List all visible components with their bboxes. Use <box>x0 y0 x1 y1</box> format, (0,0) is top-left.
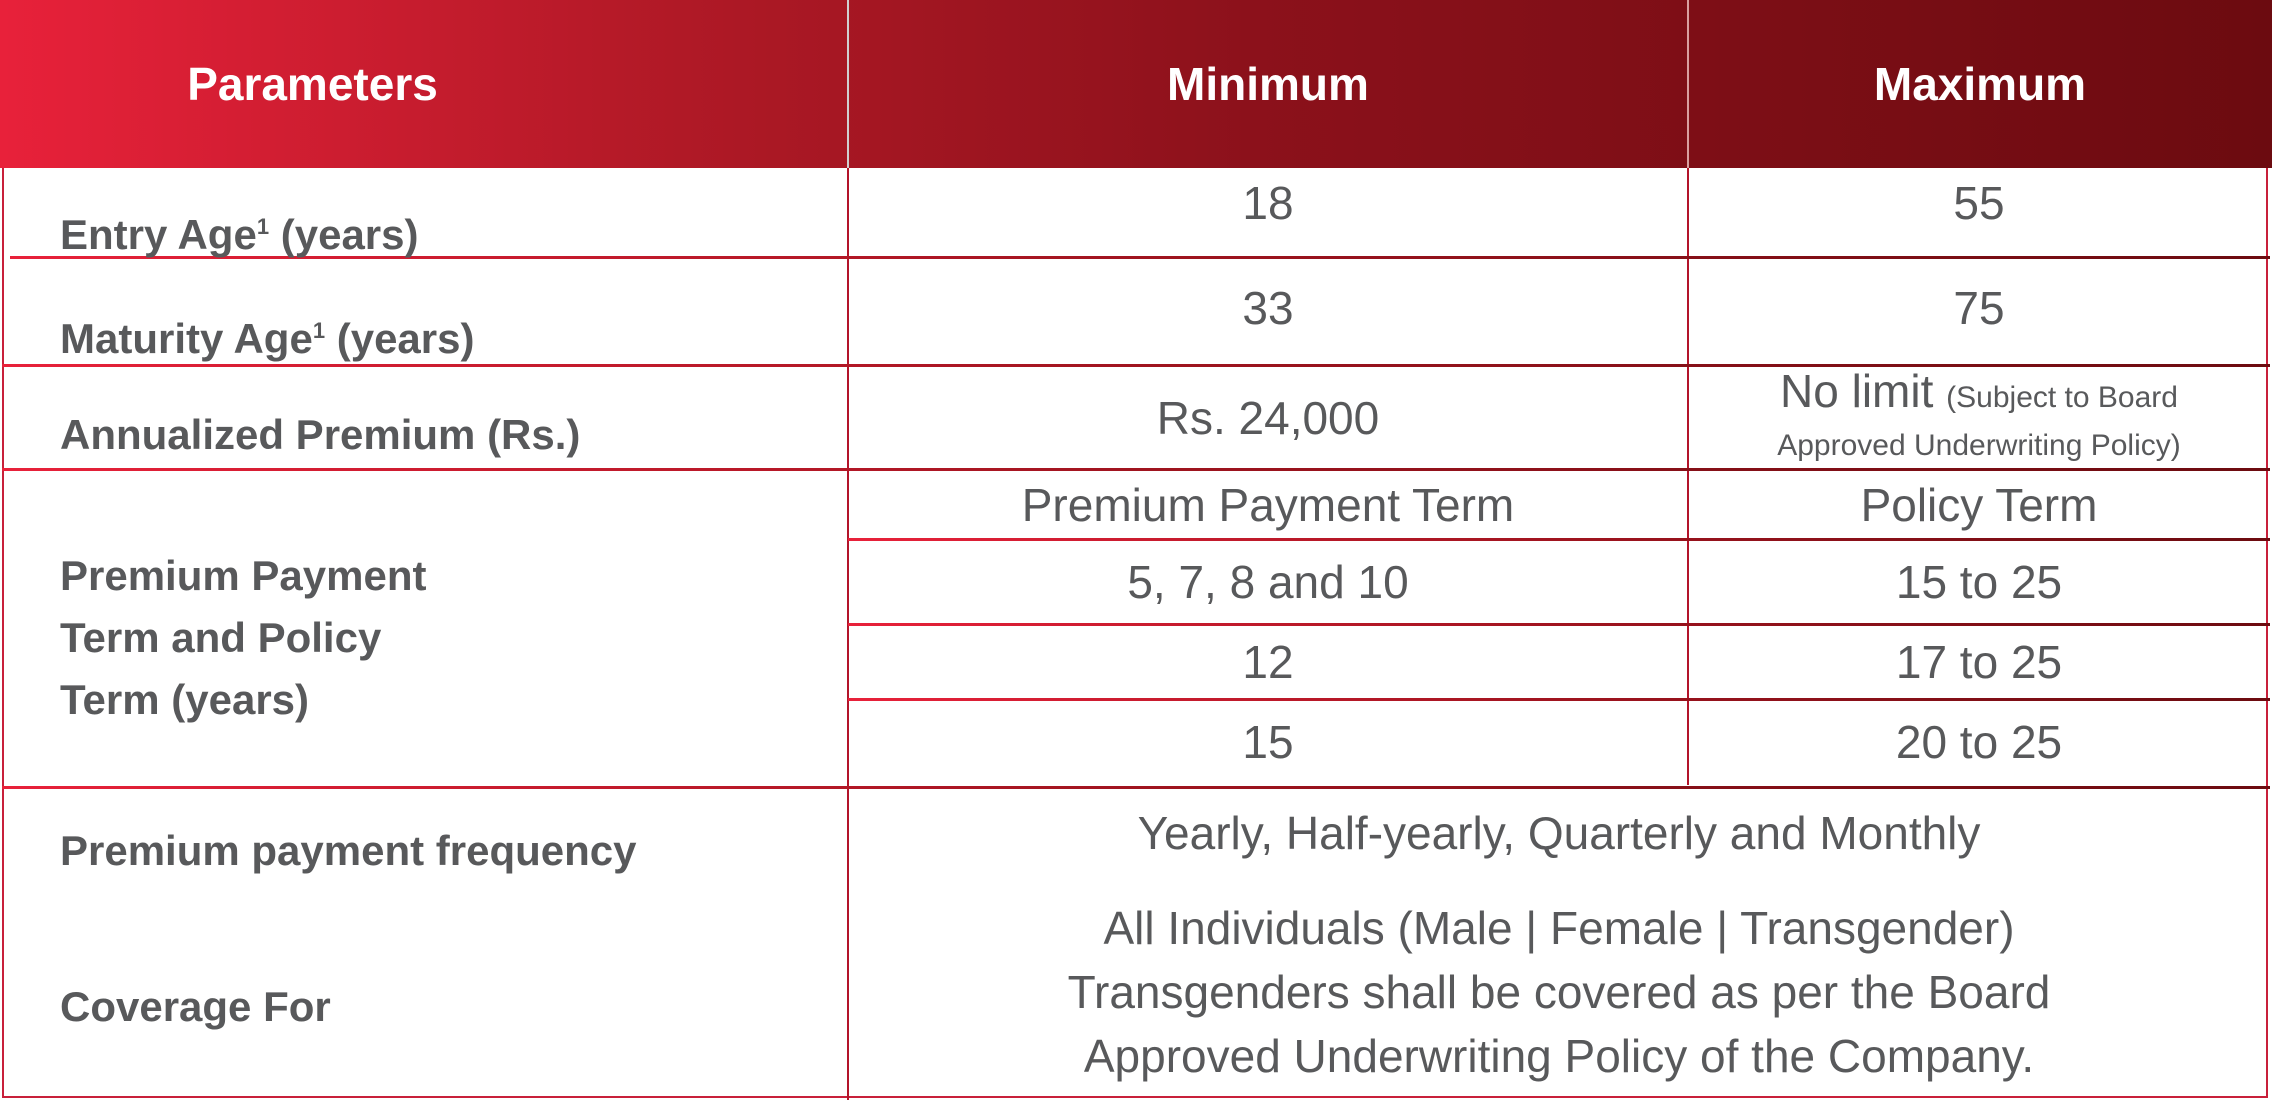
coverage-value <box>848 892 2270 1092</box>
frequency-label: Premium payment frequency <box>60 827 637 874</box>
pt-value: 20 to 25 <box>1895 716 2063 768</box>
pt-value: 17 to 25 <box>1895 636 2063 688</box>
divider <box>2 786 2270 789</box>
terms-label: Premium Payment Term and Policy Term (years) <box>60 552 427 723</box>
ppt-value: 12 <box>1242 636 1294 688</box>
pt-value: 15 to 25 <box>1895 556 2063 608</box>
coverage-line: All Individuals (Male | Female | Transgender) <box>1103 902 2015 954</box>
annualized-premium-label: Annualized Premium (Rs.) <box>60 411 581 458</box>
no-limit-text: No limit <box>1780 364 1934 417</box>
max-note: Approved Underwriting Policy) <box>1777 428 2181 462</box>
entry-age-max: 55 <box>1953 177 2005 229</box>
max-note: (Subject to Board <box>1946 380 2178 414</box>
maturity-age-label: Maturity Age$^1$ (years) <box>60 315 475 362</box>
divider <box>1687 0 1689 168</box>
header-maximum: Maximum <box>1873 58 2087 110</box>
entry-age-min: 18 <box>1242 177 1294 229</box>
table-header <box>0 0 2272 168</box>
coverage-line: Approved Underwriting Policy of the Company. <box>1083 1030 2035 1082</box>
annualized-premium-min: Rs. 24,000 <box>1156 392 1380 444</box>
entry-age-label: Entry Age$^1$ (years) <box>60 211 419 258</box>
coverage-label: Coverage For <box>60 983 331 1030</box>
coverage-line: Transgenders shall be covered as per the Board <box>1067 966 2051 1018</box>
pt-column-header: Policy Term <box>1860 479 2098 531</box>
ppt-value: 5, 7, 8 and 10 <box>1127 556 1409 608</box>
maturity-age-max: 75 <box>1953 282 2005 334</box>
frequency-value: Yearly, Half-yearly, Quarterly and Monthly <box>1137 807 1981 859</box>
header-minimum: Minimum <box>1167 58 1369 110</box>
ppt-column-header: Premium Payment Term <box>1021 479 1515 531</box>
annualized-premium-max <box>1688 364 2270 468</box>
maturity-age-min: 33 <box>1242 282 1294 334</box>
ppt-value: 15 <box>1242 716 1294 768</box>
header-parameters: Parameters <box>187 58 438 110</box>
